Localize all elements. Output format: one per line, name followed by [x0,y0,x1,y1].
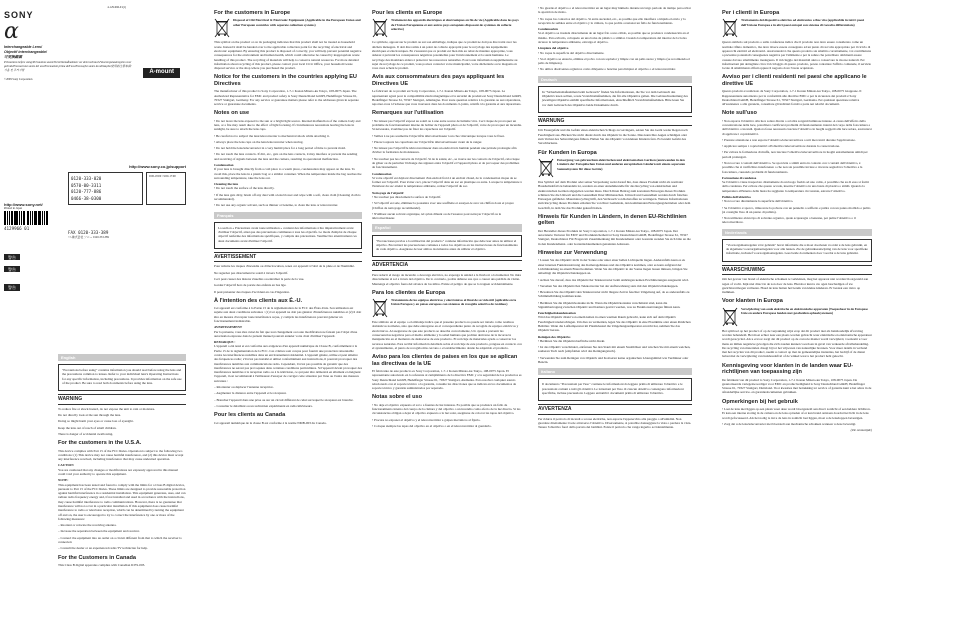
avvertenza-heading: AVVERTENZA [538,404,692,415]
aviso-text: El fabricante de este producto es Sony Corporation, 1-7-1 Konan Minato-ku Tokyo, 108-0075 Japón. El representante autorizado en lo referente al cumplimiento de la directiva EMC y a la seguridad de los productos es Sony Deutschland GmbH, Hedelfinger Strasse 61, 70327 Stuttgart, Alemania. Para resolver cualquier asunto relacionado con el soporte técnico o la garantía, consulte las direcciones que se indican en los documentos de soporte técnico y garantía suministrados por separado. [372,369,522,391]
eu-de-heading: Für Kunden in Europa [538,149,597,156]
language-label-german: Deutsch [538,76,692,83]
opmerking-item: • Zorg dat u de lens/teleconverter niet blootstelt aan mechanische schokken wanneer u deze bevestigt. [722,421,857,426]
remarques-heading: Remarques sur l'utilisation [372,110,444,117]
remarque-text: L'appareil a été testé et est conforme aux exigences d'un appareil numérique de Classe B, conformément à la Partie 15 de la réglementation de la FCC. Ces critères sont conçus pour fournir une protection raisonnable contre les interférences nuisibles dans un environnement résidentiel. L'appareil génère, utilise et peut émettre des fréquences radio; s'il n'est pas installé et utilisé conformément aux instructions, il pourrait provoquer des interférences nuisibles aux communications radio. Cependant, il n'est pas possible de garantir que des interférences ne seront pas provoquées dans certaines conditions particulières. Si l'appareil devait provoquer des interférences nuisibles à la réception radio ou à la télévision, ce qui peut être démontré en allumant et éteignant l'appareil, il est recommandé à l'utilisateur d'essayer de corriger cette situation par l'une ou l'autre des mesures suivantes : [214,344,362,383]
notice-heading: Notice for the customers in the countries applying EU Directives [214,74,357,87]
canada-fr-heading: Pour les clients au Canada [214,412,286,419]
product-line: 可更換鏡頭 [4,54,22,59]
column-french-spanish [372,6,522,631]
hinweis-text: Der Hersteller dieses Produkts ist Sony Corporation, 1-7-1 Konan Minato-ku Tokyo, 108-0075 Japan. Der autorisierte Vertreter für EMV und Produktsicherheit ist Sony Deutschland GmbH, Hedelfinger Strasse 61, 70327 Stuttgart, Deutschland. Für Fragen im Zusammenhang mit Kundendienst oder Garantie wenden Sie sich bitte an die in den Kundendienst- oder Garantiedokumenten genannten Adressen. [538,228,691,246]
avert2-heading: AVERTISSEMENT [214,325,243,330]
warning-heading: WARNING [58,394,186,405]
eu-it-heading: Per i clienti in Europa [722,10,780,16]
phone-number: 0466-38-0300 [71,195,102,201]
spanish-intro-box: "Precauciones previas a la utilización del producto" contiene información que debe leer antes de utilizar el objetivo. Encontrará las precauciones comunes a todos los objetivos en las instrucciones de funcionamiento de cada objetivo. Asegúrese de leer ambos documentos antes de utilizar el objetivo. [372,235,522,258]
usa-text: This device complies with Part 15 of the FCC Rules. Operation is subject to the following two conditions: (1) This device may not cause harmful interference, and (2) this device must accept any interference received, including interference that may cause undesired operation. [58,448,184,462]
hinweise-item: • Berühren Sie die Objektivkontakte nicht. Wenn die Objektivkontakte verschmutzt sind, kann die Signalübertragung zwischen Objektiv und Kamera gestört werden, was zu Funktionsstörungen führen kann. [538,300,681,309]
nettoyage-item: • N'utilisez aucun solvant organique, tel qu'un diluant ou de l'essence pour nettoyer l'objectif ou le téléconvertisseur. [372,211,502,221]
remarque-item: • Placez toujours les capuchons sur l'objectif/le téléconvertisseur avant de le ranger. [372,139,483,144]
notas-heading: Notas sobre el uso [372,394,423,401]
sony-logo: SONY [4,9,34,20]
hinweise-item: • Versehen Sie das Objektiv/den Telekonverter bei der Aufbewahrung stets mit den Objektivschutzkappen. [538,283,679,288]
italian-intro-box: Il documento "Precauzioni per l'uso" contiene le informazioni da leggere prima di utilizzare l'obiettivo e le precauzioni comuni a tutti gli obiettivi. Le istruzioni per l'uso di ciascun obiettivo contengono informazioni specifiche, incluse precauzioni. Leggere entrambi i documenti prima di utilizzare l'obiettivo. [538,378,692,401]
language-label-spanish: Español [372,224,522,231]
waarschuwing-heading: WAARSCHUWING [722,265,872,276]
weee-block [722,18,872,38]
warning-line: Keep the lens out of reach of small children. [58,425,117,430]
remarque-item: • Veillez à ne pas soumettre l'objectif/le téléconvertisseur à un choc mécanique lorsque vous le fixez. [372,133,505,138]
avert2-text: Par la présente, vous êtes avisé du fait que tout changement ou toute modification ne faisant pas l'objet d'une autorisation expresse dans le présent manuel pourrait annuler votre droit d'utiliser l'appareil. [214,329,358,338]
mesure-item: – Réorienter ou déplacer l'antenne réceptrice. [214,384,274,389]
weee-bin-icon [372,298,388,318]
warning-line: There is danger of accidental swallowing. [58,431,114,436]
usa-heading: For the customers in the U.S.A. [58,440,142,447]
note-item: • Always place the lens caps on the lens/teleconverter when storing. [214,139,304,144]
barcode-block [4,202,64,232]
condensation-heading: Condensation [214,163,234,168]
usa-fr-heading: À l'intention des clients aux É.-U. [214,297,303,304]
jp-note: ××-株式会社 ソニー 0120-333-389 [68,236,109,240]
measure-item: – Reorient or relocate the receiving antenna. [58,523,117,528]
nota-item: • No toque los contactos del objetivo. Si entra suciedad, etc., es posible que ello interfiera o impida el envío y la recepción de señales entre el objetivo y la cámara, lo que podría ocasionar un fallo de funcionamiento. [538,16,686,25]
copyright: ©2009 Sony Corporation [4,78,33,82]
mesure-item: – Brancher l'appareil dans une prise ou sur un circuit différent de celui sur lequel le récepteur est branché. [214,397,354,402]
condensa-text: Se l'obiettivo viene trasportato direttamente da un luogo freddo ad uno caldo, è possibile che su di esso si formi della condensa. Per evitare che questo accada, inserire l'obiettivo in una busta di plastica o simili. Quando la temperatura all'interno della busta ha raggiunto la temperatura circostante, estrarre l'obiettivo. [722,180,869,193]
avert-line: Ceci peut causer des lésions visuelles ou entraîner la perte de la vue. [214,276,305,281]
avert-line: Il peut présenter des risques d'accident en cas d'ingestion. [214,289,290,294]
note-it-item: • Prestare attenzione a non esporre l'obiettivo/teleconvertitore a urti meccanici durante l'applicazione. [722,137,856,142]
reinigen-item: • Verwenden Sie zum Reinigen von Objektiv und Konverter keine organischen Lösungsmittel wie Verdünner oder Benzin. [538,355,689,364]
nettoyage-item: • Ne touchez pas directement la surface de l'objectif. [372,195,442,199]
limpieza-item: • No utilice disolventes orgánicos como diluyente o bencina para limpiar el objetivo o el teleconvertidor. [538,67,676,72]
column-eu-english [214,6,362,631]
cleaning-heading: Cleaning the lens [214,182,239,187]
nota-item: • Coloque siempre las tapas del objetivo en el objetivo o en el teleconvertidor al guardarlo. [372,423,492,428]
mesure-item: – Augmenter la distance entre l'appareil et le récepteur. [214,391,287,396]
weee-title: Tratamiento de los equipos eléctricos y electrónicos al final de su vida útil (aplicable en la Unión Europea y en países europeos con sistemas de recogida selectiva de residuos) [391,298,517,307]
pulizia-item: • Non toccare direttamente la superficie dell'obiettivo. [722,199,794,204]
phone-box [68,172,143,205]
dutch-intro-box: "Voorzorgsmaatregelen vóór gebruik" bevat informatie die u moet doorlezen voordat u de lens gebruikt, en de algemene voorzorgsmaatregelen voor alle lenzen. Zie de gebruiksaanwijzing van de lens voor specifieke informatie, inclusief voorzorgsmaatregelen. Lees beide documenten door voordat u de lens gebruikt. [722,239,872,262]
eu-nl-heading: Voor klanten in Europa [722,298,783,305]
feucht-text: Wird das Objektiv direkt von einem kalten in einen warmen Raum gebracht, kann sich auf dem Objektiv Feuchtigkeit niederschlagen. Um dies zu vermeiden, legen Sie das Objektiv in eine Plastiktüte oder einen ähnlichen Behälter. Wenn die Lufttemperatur im Plastikbeutel die Umgebungstemperatur erreicht hat, nehmen Sie das Objektiv heraus. [538,315,691,333]
notice-fr-heading: Avis aux consommateurs des pays appliquant les Directives UE [372,74,505,87]
warnung-heading: WARNUNG [538,116,692,127]
note-text: This equipment has been tested and found to comply with the limits for a Class B digital device, pursuant to Part 15 of the FCC Rules. These limits are designed to provide reasonable protection against harmful interference in a residential installation. This equipment generates, uses, and can radiate radio frequency energy and, if not installed and used in accordance with the instructions, may cause harmful interference to radio communications. However, there is no guarantee that interference will not occur in a particular installation. If this equipment does cause harmful interference to radio or television reception, which can be determined by turning the equipment off and on, the user is encouraged to try to correct the interference by one or more of the following measures: [58,482,186,521]
phone-number: 0120-777-886 [71,189,102,195]
eu-heading: For the customers in Europe [214,10,291,16]
eu-fr-heading: Pour les clients en Europe [372,10,443,16]
warning-line: Doing so might harm your eyes or cause loss of eyesight. [58,419,134,424]
note-item: • Do not touch the lens contacts. If dirt, etc., gets on the lens contacts, it may interfere or prevent the sending and receiving of signals between the lens and the camera, resulting in operational malfunction. [214,152,358,161]
language-label-italian: Italiano [538,368,692,375]
note-item: • Be careful not to subject the lens/teleconverter to mechanical shock while attaching it. [214,133,330,138]
feucht-heading: Feuchtigkeitskondensation [538,311,576,316]
product-lines [4,45,186,59]
note-it-item: • Non esporre l'obiettivo alla luce solare diretta o ad altre sorgenti luminose intense. A causa dell'effetto della concentrazione della luce, potrebbero verificarsi problemi di funzionamento interni del corpo della fotocamera e dell'obiettivo o incendi. Qualora fosse necessario lasciare l'obiettivo in luoghi soggetti alla luce solare, assicurarsi di applicare i copriobiettivi. [722,118,872,136]
kennisgeving-heading: Kennisgeving voor klanten in de landen waar EU-richtlijnen van toepassing zijn [722,362,854,376]
remarque-item: • Ne laissez pas l'objectif/le téléconvertisseur dans un endroit très humide pendant une période prolongée afin d'éviter la formation de moisissures. [372,146,517,155]
cleaning-item: • If the lens gets dirty, brush off any dust with a lens blower and wipe with a soft, clean cloth (Cleaning cloth is recommended). [214,192,361,201]
hours-box [146,172,186,205]
warning-line: Do not directly look at the sun through the lens. [58,413,121,418]
weee-block [722,307,872,327]
warnung-text: Um Feuergefahr und die Gefahr eines elektrischen Schlags zu verringern, setzen Sie das Gerät weder Regen noch Feuchtigkeit aus. Blicken Sie nicht direkt durch das Objektiv in die Sonne. Dies kann Ihre Augen schädigen oder zum Verlust des Sehvermögens führen. Halten Sie das Objektiv von kleinen Kindern fern. Es besteht Gefahr des Verschluckens. [538,128,688,146]
note-it-item: • Applicare sempre i copriobiettivi all'obiettivo/teleconvertitore durante la conservazione. [722,144,840,149]
weee-text: Das Symbol auf dem Produkt oder seiner Verpackung weist darauf hin, dass dieses Produkt nicht als normaler Haushaltsabfall zu behandeln ist, sondern an einer Annahmestelle für das Recycling von elektrischen und elektronischen Geräten abgegeben werden muss. Durch Ihren Beitrag zum korrekten Entsorgen dieses Produkts schützen Sie die Umwelt und die Gesundheit Ihrer Mitmenschen. Umwelt und Gesundheit werden durch falsches Entsorgen gefährdet. Materialrecycling hilft, den Verbrauch von Rohstoffen zu verringern. Weitere Informationen zum Recycling dieses Produkts erhalten Sie von Ihrer Gemeinde, den kommunalen Entsorgungsbetrieben oder dem Geschäft, in dem Sie das Produkt gekauft haben. [538,180,691,210]
printed-in: Printed in Japan [4,207,23,211]
mesure-item: – Consulter le détaillant ou un technicien expérimenté en radio/téléviseurs. [214,403,313,408]
kennisgeving-text: De fabrikant van dit product is Sony Corporation, 1-7-1 Konan Minato-ku Tokyo, 108-0075 Japan. De geautoriseerde vertegenwoordiger voor EMC en productveiligheid is Sony Deutschland GmbH, Hedelfinger Strasse 61, 70327 Stuttgart, Duitsland. Voor kwesties met betrekking tot service of garantie kunt u het adres in de afzonderlijke service- en garantiedocumenten gebruiken. [722,377,872,395]
cleaning-item: • Do not touch the surface of the lens directly. [214,186,275,191]
canada-heading: For the Customers in Canada [58,554,137,561]
avert-line: Pour réduire les risques d'incendie ou d'électrocution, tenez cet appareil à l'abri de la pluie et de l'humidité. [214,264,355,269]
note-item: • Do not leave the lens exposed to the sun or a bright light source. Internal malfunction of the camera body and lens, or a fire may result due to the effect of light focusing. If circumstances necessitate leaving the lens in sunlight, be sure to attach the lens caps. [214,118,361,132]
cleaning-item: • Do not use any organic solvent, such as thinner or benzine, to clean the lens or teleconverter. [214,203,339,208]
french-intro-box: La section « Précautions avant toute utilisation » contient des informations à lire impérativement avant d'utiliser l'objectif, ainsi que des précautions communes à tous les objectifs. Le mode d'emploi de chaque objectif renferme des informations spécifiques, y compris des précautions. Veuillez lire attentivement ces deux documents avant d'utiliser l'objectif. [214,222,362,249]
weee-bin-icon [722,18,738,38]
limpieza-item: • No toque la superficie del objetivo directamente. [538,50,605,55]
nota-item: • No guarde el objetivo o el teleconvertidor en un lugar muy húmedo durante un largo período de tiempo para evitar la aparición de moho. [538,6,691,15]
note-it-item: • Non toccare i contatti dell'obiettivo. Se sporcizia o simili entra in contatto con i contatti dell'obiettivo, è possibile che si verifichino interferenze o che non sia possibile inviare e ricevere segnali tra l'obiettivo e la fotocamera, causando problemi di funzionamento. [722,161,863,174]
condensation-text: If your lens is brought directly from a cold place to a warm place, condensation may appear on the lens. To avoid this, place the lens in a plastic bag or a similar container. When the temperature inside the bag reaches the surrounding temperature, take the lens out. [214,167,362,180]
weee-block [372,18,522,38]
english-section [58,350,186,569]
warning-badge-jp-3: 警告 [4,284,20,290]
weee-text: Questo simbolo sul prodotto o sulla confezione indica che il prodotto non deve essere considerato come un normale rifiuto domestico, ma deve invece essere consegnato ad un punto di raccolta appropriato per il riciclo di apparecchi elettrici ed elettronici. Assicurandovi che questo prodotto sia smaltito correttamente, voi contribuirete a prevenire potenziali conseguenze negative per l'ambiente e per la salute che potrebbero altrimenti essere causate dal suo smaltimento inadeguato. Il riciclaggio dei materiali aiuta a conservare le risorse naturali. Per informazioni più dettagliate circa il riciclaggio di questo prodotto, potete contattare l'ufficio comunale, il servizio locale di smaltimento rifiuti oppure il negozio dove l'avete acquistato. [722,40,872,71]
avert-line: Gardez l'objectif hors de portée des enfants en bas âge. [214,283,287,288]
note-heading: NOTE: [58,478,69,483]
warning-badge-jp-2: 警告 [4,266,20,272]
barcode [4,211,64,225]
condensacion-heading: Condensación [538,27,558,32]
waarschuwing-text: Om het gevaar van brand of elektrische schokken te verkleinen, mag het apparaat niet worden blootgesteld aan regen of vocht. Kijk niet direct in de zon door de lens. Hierdoor kunt u uw ogen beschadigen of uw gezichtsvermogen verliezen. Houd de lens buiten het bereik van kleine kinderen. Er bestaat een risico op inslikken. [722,277,869,295]
hinweise-item: • Bewahren Sie das Objektiv/den Telekonverter nicht längere Zeit in feuchter Umgebung auf, da es anderenfalls zu Schimmelbildung kommen kann. [538,290,690,299]
condensa-heading: Formazione di condensa [722,175,757,180]
canada-fr-text: Cet appareil numérique de la classe B est conforme à la norme NMB-003 du Canada. [214,420,327,425]
avviso-heading: Avviso per i clienti residenti nei paesi che applicano le direttive UE [722,74,867,87]
weee-block [372,298,522,318]
column-spanish-german [538,6,692,631]
weee-bin-icon [538,158,554,178]
phone-number: 0120-333-020 [71,176,102,182]
language-label-dutch: Nederlands [722,229,872,236]
support-url-jp: http://www.sony.co.jp/support [129,164,186,169]
hours-text: 9:00-18:00 / 9:00-17:00 [149,175,176,179]
opmerking-item: • Laat de lens niet liggen op een plaats waar deze wordt blootgesteld aan direct zonlicht of een heldere lichtbron. Er kan een interne storing in de camera en de lens optreden of er kan brand ontstaan doordat het licht in de lens wordt gefocusseerd. Als het nodig is dat u de lens in zonlicht laat liggen, moet u de lensdoppen bevestigen. [722,407,871,420]
condensacion-text: Si el objetivo se traslada directamente de un lugar frío a uno cálido, es posible que se produzca condensación en el mismo. Para evitarlo, colóquelo en una bolsa de plástico o similar. Cuando la temperatura del interior de la bolsa alcance la temperatura ambiente, extraiga el objetivo. [538,31,689,44]
avvertenza-text: Per ridurre il pericolo di incendi o scosse elettriche, non esporre l'apparecchio alla pioggia o all'umidità. Non guardare direttamente il sole attraverso l'obiettivo. Diversamente, si potrebbe danneggiare la vista o perdere la vista. Tenere l'obiettivo fuori dalla portata dei bambini. Esiste il pericolo che venga ingerito accidentalmente. [538,416,692,430]
weee-block [538,158,692,178]
nettoyage-item: • Si l'objectif est sale, éliminez la poussière avec une soufflette et essuyez-le avec un chiffon doux et propre (Chiffon de nettoyage recommandé). [372,201,514,210]
fax-line [68,229,186,240]
language-label-english: English [58,354,186,361]
languages-line: Précautions before using/Précautions avant/Vorsichtsmaßnahmen vor dem Gebrauch/Voorzorgsmaatregelen voor gebruik/Precauciones antes del uso/Precauzioni prima dell'uso/Precauções antes da utilização/使用前注意事項/사용 전 주의사항 [4,61,132,72]
limpieza-heading: Limpieza del objetivo [538,46,569,51]
remarque-heading: REMARQUE : [214,340,236,345]
nota-item: • No deje el objetivo expuesto al sol o a fuentes de luz intensas. Es posible que se produzca un fallo de funcionamiento interno del cuerpo de la cámara y del objetivo o un incendio como efecto de la luz directa. Si las circunstancias obligan a dejar el objetivo expuesto a la luz solar, asegúrese de colocar las tapas del objetivo. [372,402,521,416]
product-line: Interchangeable Lens/ [4,45,42,50]
weee-title: Trattamento del dispositivo elettrico od elettronico a fine vita (applicabile in tutti i paesi dell'Unione Europea e in altri paesi europei con sistema di raccolta differenziata) [741,18,865,27]
weee-text: Ce symbole, apposé sur le produit ou sur son emballage, indique que ce produit ne doit pas être traité avec les déchets ménagers. Il doit être remis à un point de collecte approprié pour le recyclage des équipements électriques et électroniques. En s'assurant que ce produit est bien mis au rebut de manière appropriée, vous aiderez à prévenir les conséquences négatives potentielles pour l'environnement et la santé humaine. Le recyclage des matériaux aidera à préserver les ressources naturelles. Pour toute information supplémentaire au sujet du recyclage de ce produit, vous pouvez contacter votre municipalité, votre déchetterie ou le magasin où vous avez acheté le produit. [372,40,518,71]
avviso-text: Questo prodotto è realizzato da Sony Corporation, 1-7-1 Konan Minato-ku Tokyo, 108-0075 Giappone. Il Rappresentante autorizzato per la conformità alle direttive EMC e per la sicurezza dei prodotti è Sony Deutschland GmbH, Hedelfinger Strasse 61, 70327 Stuttgart, Germania. Per qualsiasi questione relativa all'assistenza o alla garanzia, consultare gli indirizzi forniti a parte nei relativi documenti. [722,89,862,107]
note-it-item: • Per evitare la formazione di muffa, non lasciare l'obiettivo/teleconvertitore in luoghi estremamente umidi per periodi prolungati. [722,150,868,159]
caution-heading: CAUTION [58,463,74,468]
reinigen-item: • Ist das Objektiv verschmutzt, entfernen Sie den Staub mit einem Staubbläser und wischen Sie mit einem weichen, sauberen Tuch nach (empfohlen wird das Reinigungstuch). [538,345,691,354]
pulizia-item: • Se l'obiettivo è sporco, rimuovere la polvere con un pennello a soffietto e pulire con un panno morbido e pulito (si consiglia l'uso di un panno di pulizia). [722,205,871,214]
notice-fr-text: Le fabricant de ce produit est Sony Corporation, 1-7-1 Konan Minato-ku Tokyo, 108-0075 Japon. Le représentant agréé pour la compatibilité électromagnétique et la sécurité du produit est Sony Deutschland GmbH, Hedelfinger Strasse 61, 70327 Stuttgart, Allemagne. Pour toute question relative à la garantie ou aux réparations, reportez-vous à l'adresse que vous trouverez dans les documents ci-joints, relatifs à la garantie et aux réparations. [372,89,522,107]
pulizia-item: • Non utilizzare alcun tipo di solvente organico, quale acquaragia o benzene, per pulire l'obiettivo o il teleconvertitore. [722,216,856,225]
weee-title: Disposal of Old Electrical & Electronic Equipment (Applicable in the European Union and other European countries with separate collection systems) [233,18,361,27]
product-line: Objectif interchangeable/ [4,49,47,54]
hinweise-item: • Achten Sie darauf, dass das Objektiv/der Telekonverter beim Anbringen keinen Erschütterungen ausgesetzt wird. [538,277,689,282]
note-item: • Do not hold the lens/teleconverter in a very humid place for a long period of time to prevent mold. [214,146,346,151]
warning-line: To reduce fire or shock hazard, do not expose the unit to rain or moisture. [58,406,155,411]
remarque-item: • Ne laissez pas l'objectif exposé au soleil ou à une autre source de lumière vive. Ceci risque de provoquer un problème de fonctionnement interne du boîtier de l'appareil photo et de l'objectif, voire de provoquer un incendie. Si nécessaire, n'oubliez pas de fixer les capuchons sur l'objectif. [372,118,522,132]
advertencia-text: Para reducir el riesgo de incendio o descarga eléctrica, no exponga la unidad a la lluvia ni a la humedad. No mire directamente al sol a través del objetivo. De lo contrario, podría dañarse sus ojos o causar una pérdida de visión. Mantenga el objetivo fuera del alcance de los niños. Existe el peligro de que se lo traguen accidentalmente. [372,272,522,286]
hinweise-heading: Hinweise zur Verwendung [538,249,608,256]
reinigen-heading: Reinigen des Objektivs [538,334,571,339]
aviso-heading: Aviso para los clientes de países en los que se aplican las directivas de la UE [372,354,518,367]
weee-text: Het symbool op het product of op de verpakking wijst erop dat dit product niet als huishoudelijk afval mag worden behandeld. Het moet echter naar een plaats worden gebracht waar elektrische en elektronische apparatuur wordt gerecycled. Als u ervoor zorgt dat dit product op de correcte manier wordt verwijderd, voorkomt u voor mens en milieu negatieve gevolgen die zich zouden kunnen voordoen in geval van verkeerde afvalbehandeling. De recycling van materialen draagt bij tot het vrijwaren van natuurlijke bronnen. Voor meer details in verband met het recyclen van dit product, neemt u contact op met de gemeentelijke instanties, het bedrijf of de dienst belast met de verwijdering van huishoudafval of de winkel waar u het product hebt gekocht. [722,328,872,359]
sony-url: http://www.sony.net/ [4,202,43,207]
weee-block [214,18,362,38]
reinigen-item: • Berühren Sie die Objektivoberfläche nicht direkt. [538,338,606,343]
eu-es-heading: Para los clientes de Europa [372,289,446,296]
weee-text: This symbol on the product or on its packaging indicates that this product shall not be treated as household waste. Instead it shall be handed over to the applicable collection point for the recycling of electrical and electronic equipment. By ensuring this product is disposed of correctly, you will help prevent potential negative consequences for the environment and human health, which could otherwise be caused by inappropriate waste handling of this product. The recycling of materials will help to conserve natural resources. For more detailed information about recycling of this product, please contact your local Civic Office, your household waste disposal service or the shop where you purchased the product. [214,40,362,71]
nettoyage-heading: Nettoyage de l'objectif [372,190,404,195]
avertissement-heading: AVERTISSEMENT [214,252,362,263]
column-italian-dutch [722,6,872,631]
pulizia-heading: Pulizia dell'obiettivo [722,195,751,199]
continued-note: (Zie ommezijde) [850,428,872,433]
hinweis-heading: Hinweis für Kunden in Ländern, in denen EU-Richtlinien gelten [538,213,687,227]
opmerkingen-heading: Opmerkingen bij het gebruik [722,398,798,405]
note-it-heading: Note sull'uso [722,110,757,117]
notes-heading: Notes on use [214,110,250,117]
cover-panel [4,6,186,246]
canada-text: This Class B digital apparatus complies with Canadian ICES-003. [58,562,146,567]
caution-text: You are cautioned that any changes or modifications not expressly approved in this manual could void your authority to operate this equipment. [58,467,179,477]
language-label-french: Français [214,212,362,219]
measure-item: – Consult the dealer or an experienced radio/TV technician for help. [58,546,148,551]
weee-title: Entsorgung von gebrauchten elektrischen und elektronischen Geräten (anzuwenden in den Ländern der Europäischen Union und anderen europäischen Ländern mit einem separaten Sammelsystem für diese Geräte) [557,158,685,171]
weee-title: Traitement des appareils électriques et électroniques en fin de vie (Applicable dans les pays de l'Union Européenne et aux autres pays européens disposant de systèmes de collecte sélective) [391,18,519,31]
japan-contact-block [68,164,186,205]
condensation-fr-heading: Condensation [372,171,392,176]
hinweise-item: • Lassen Sie das Objektiv nicht in der Sonne oder unter einer hellen Lichtquelle liegen. Anderenfalls kann es zu einer internen Funktionsstörung des Kameragehäuses und des Objektivs kommen, oder es kann aufgrund der Lichtbündelung zu einem Brand kommen. Wenn Sie das Objektiv in der Sonne liegen lassen müssen, bringen Sie unbedingt die Objektivschutzkappen an. [538,258,688,276]
condensation-fr-text: Si votre objectif est déplacé directement d'un endroit froid à un endroit chaud, de la condensation risque de se former sur l'objectif. Pour éviter ceci, placez l'objectif dans un sac en plastique ou autre. Lorsque la température à l'intérieur du sac atteint la température ambiante, retirez l'objectif du sac. [372,175,522,189]
cover-column [4,6,186,631]
measure-item: – Increase the separation between the equipment and receiver. [58,529,140,534]
advertencia-heading: ADVERTENCIA [372,260,522,271]
remarque-item: • Ne touchez pas les contacts de l'objectif. Si de la saleté, etc., se trouve sur les contacts de l'objectif, cela risque de gêner ou de perturber l'échange des signaux entre l'objectif et l'appareil photo et de provoquer des problèmes de fonctionnement. [372,156,520,170]
weee-text: Este símbolo en el equipo o el embalaje indica que el presente producto no puede ser tratado como residuos domésticos normales, sino que debe entregarse en el correspondiente punto de recogida de equipos eléctricos y electrónicos. Al asegurarse de que este producto se desecha correctamente, Ud. ayuda a prevenir las consecuencias negativas para el medio ambiente y la salud humana que podrían derivarse de la incorrecta manipulación en el momento de deshacerse de este producto. El reciclaje de materiales ayuda a conservar los recursos naturales. Para recibir información detallada sobre el reciclaje de este producto, póngase en contacto con el ayuntamiento, el punto de recogida más cercano o el establecimiento donde ha adquirido el producto. [372,320,522,350]
weee-bin-icon [372,18,388,38]
warning-badge-jp: 警告 [4,254,20,260]
fax-number: FAX 0120-333-389 [68,230,109,235]
barcode-number: 4129966 01 [4,225,30,231]
phone-number: 0570-00-3311 [71,182,102,188]
measure-item: – Connect the equipment into an outlet on a circuit different from that to which the receiver is connected. [58,535,182,544]
mount-badge: A-mount [143,68,180,78]
limpieza-item: • Si el objetivo se ensucia, elimine el polvo con un soplador y limpie con un paño suave y limpio (se recomienda el paño de limpieza). [538,56,690,66]
english-intro-box: "Precautions before using" contains information you should read before using the lens and the precautions common to lenses. Refer to your individual lens's Operating Instructions for any specific information, including precautions. It provides information on the safe use of the product. Be sure to read both documents before using the lens. [58,364,186,391]
weee-bin-icon [722,307,738,327]
part-number: 4-129-966-01(1) [107,6,126,9]
usa-fr-text: Cet appareil est conforme à la Partie 15 de la réglementation de la FCC des États-Unis. Son utilisation est sujette aux deux conditions suivantes : (1) Cet appareil ne doit pas générer d'interférences nuisibles et (2) il doit être en mesure d'accepter toute interférence reçue, y compris les interférences pouvant générer un fonctionnement indésirable. [214,306,362,324]
german-intro-box: In "Sicherheitsmaßnahmen beim Gebrauch" finden Sie Informationen, die Sie vor dem Gebrauch des Objektivs lesen sollten, sowie Vorsichtsmaßnahmen, die für alle Objektive gelten. Die Gebrauchsanleitung des jeweiligen Objektivs enthält spezifische Informationen, einschließlich Vorsichtsmaßnahmen. Bitte lesen Sie vor dem Gebrauch des Objektivs beide Dokumente durch. [538,86,692,113]
avert-line: Ne regardez pas directement le soleil à travers l'objectif. [214,270,289,275]
weee-title: Verwijdering van oude elektrische en elektronische apparaten (Toepasbaar in de Europese Unie en andere Europese landen met gescheiden ophaalsystemen) [741,306,868,316]
notice-text: The manufacturer of this product is Sony Corporation, 1-7-1 Konan Minato-ku Tokyo, 108-0075 Japan. The Authorized Representative for EMC and product safety is Sony Deutschland GmbH, Hedelfinger Strasse 61, 70327 Stuttgart, Germany. For any service or guarantee matters please refer to the addresses given in separate service or guarantee documents. [214,89,359,107]
sony-alpha-logo: α [4,19,19,45]
weee-bin-icon [214,18,230,38]
nota-item: • Procure no exponer el objetivo y el teleconvertidor a golpes mecánicos al fijarlo. [372,417,481,422]
